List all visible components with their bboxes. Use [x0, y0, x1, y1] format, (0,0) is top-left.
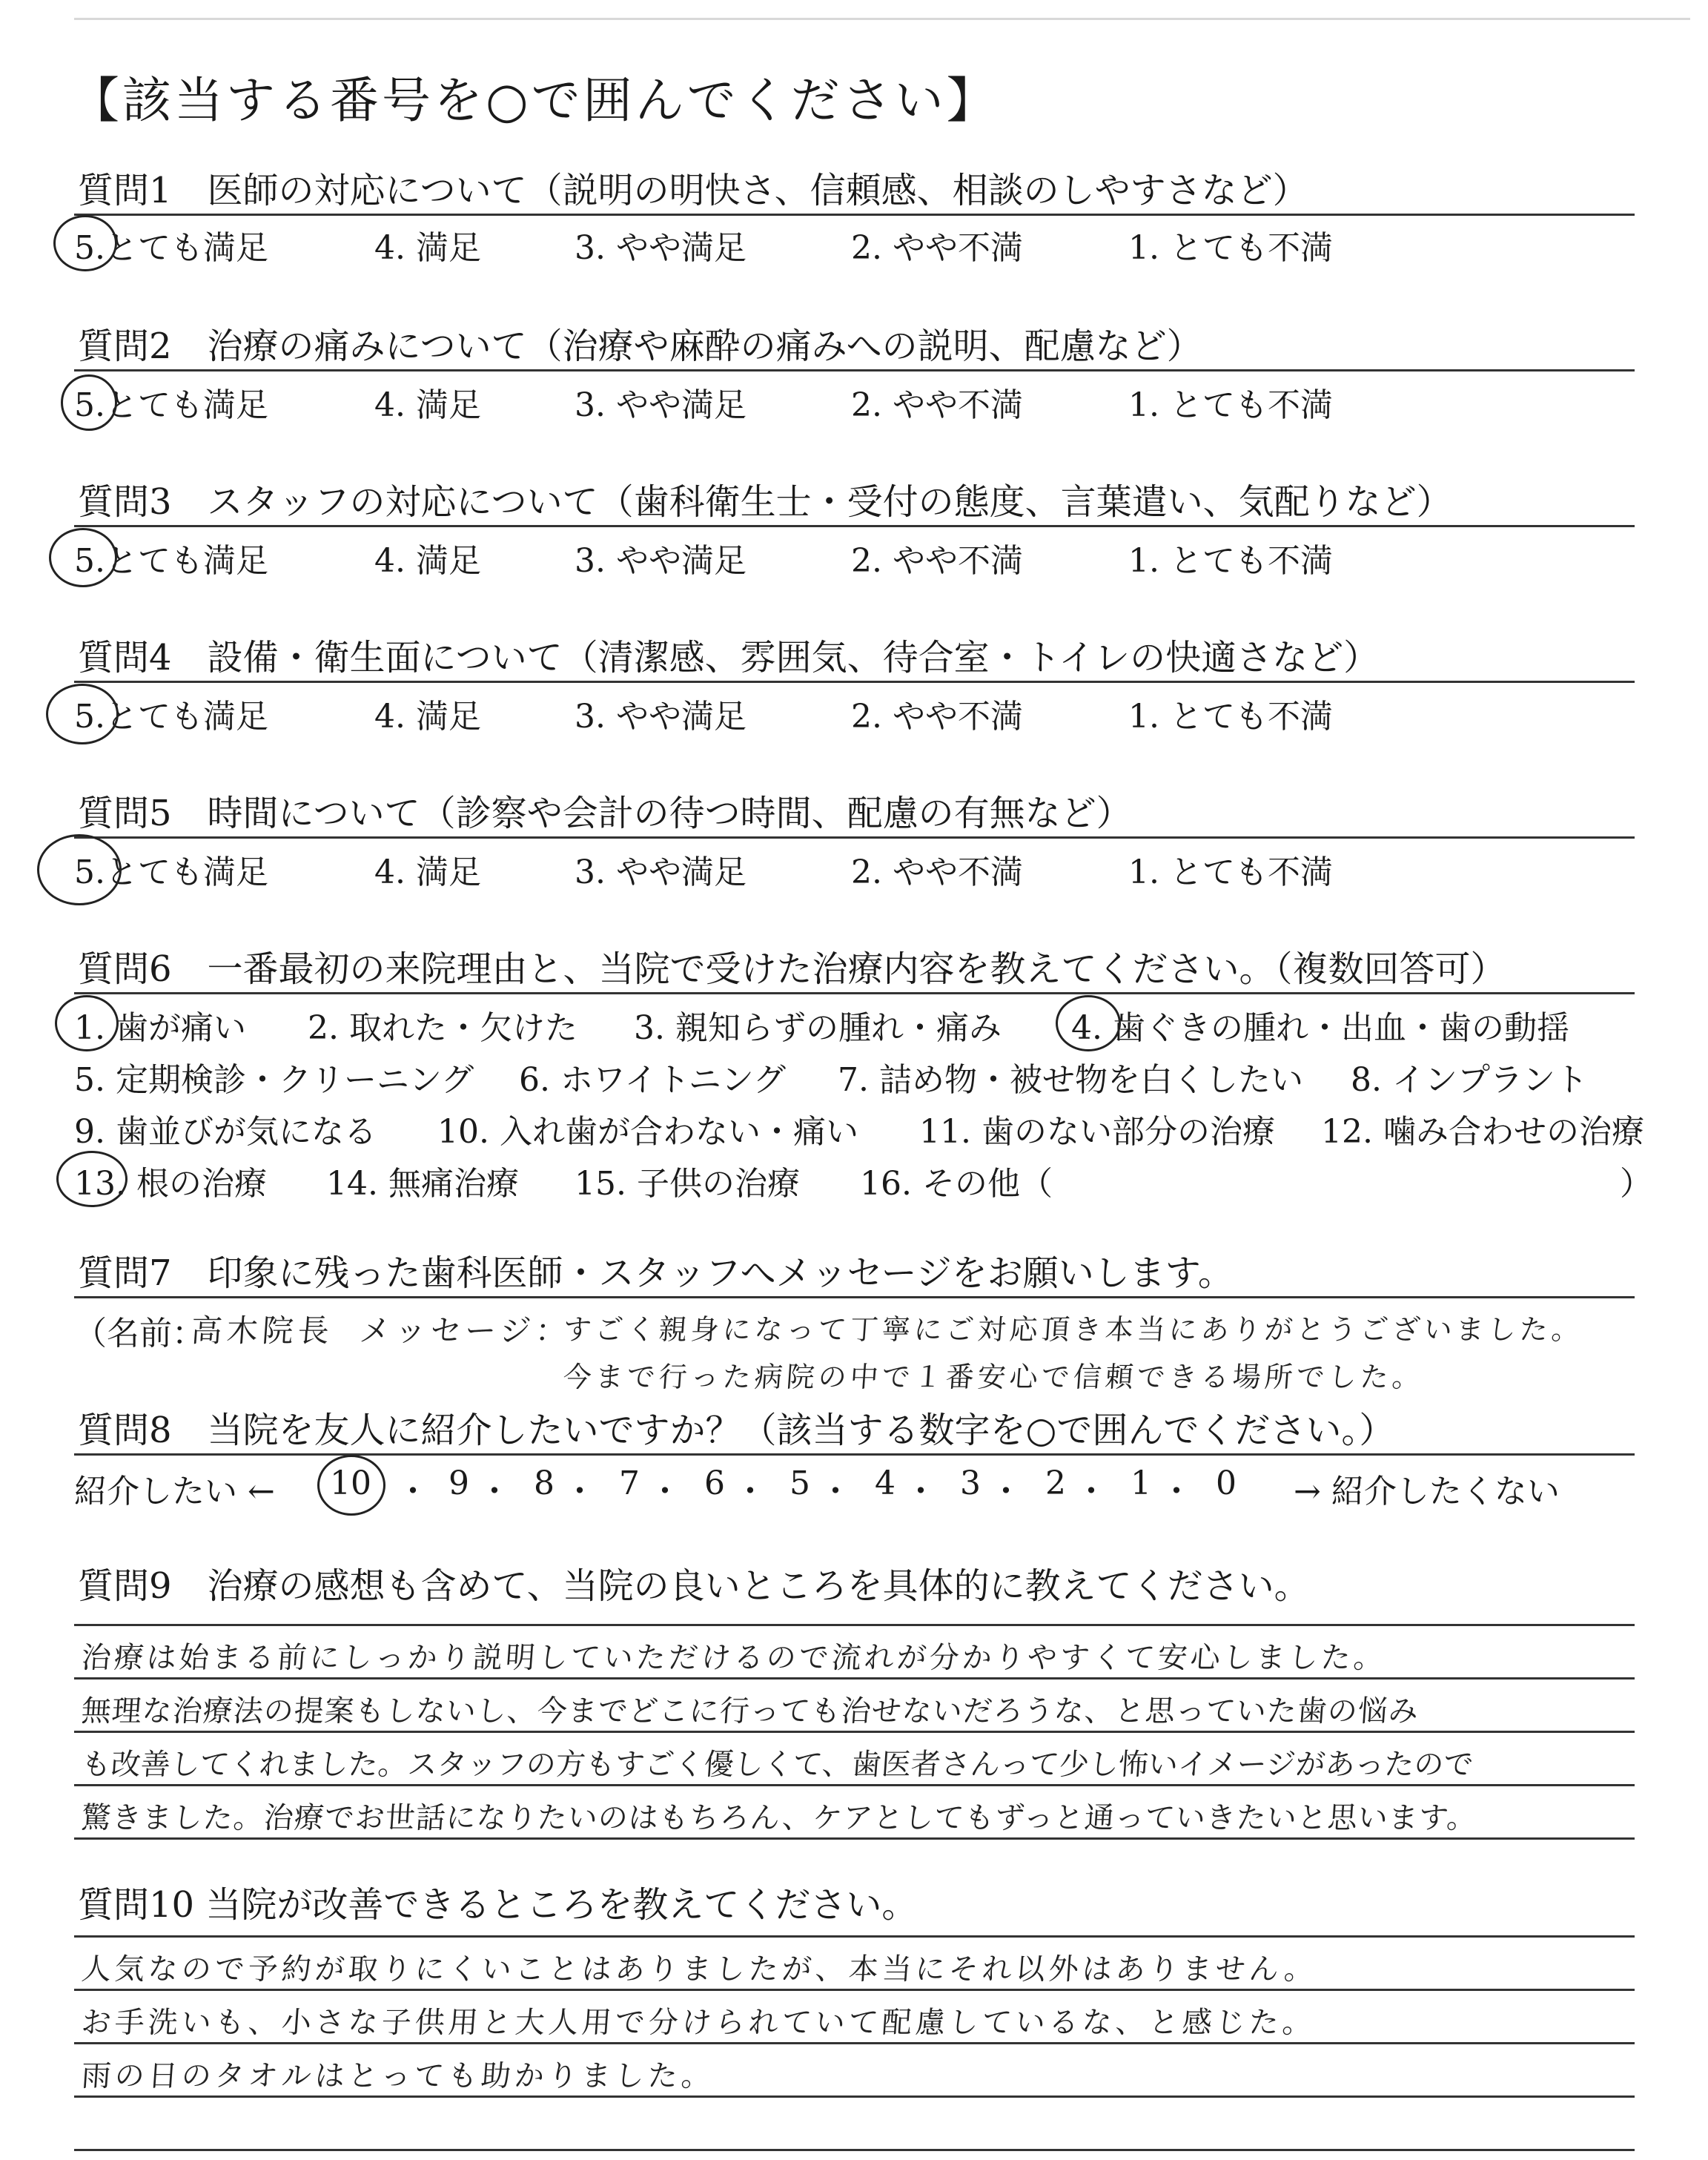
- question-10-rule-0: [74, 1935, 1635, 1938]
- q8-scale-4[interactable]: 4: [875, 1464, 896, 1502]
- question-1-rule: [74, 214, 1635, 216]
- q6-option-11[interactable]: 11. 歯のない部分の治療: [919, 1113, 1275, 1151]
- q6-option-12[interactable]: 12. 噛み合わせの治療: [1321, 1113, 1644, 1151]
- q7-message-line-1: すごく親身になって丁寧にご対応頂き本当にありがとうございました。: [562, 1313, 1585, 1346]
- q3-option-4[interactable]: 4. 満足: [374, 542, 481, 580]
- q5-option-2[interactable]: 2. やや不満: [851, 853, 1023, 891]
- q4-selection-circle: [46, 684, 119, 744]
- q8-dot: ・: [563, 1473, 596, 1510]
- question-3-rule: [74, 525, 1635, 527]
- q8-right-label: → 紹介したくない: [1294, 1473, 1560, 1510]
- q6-option-5[interactable]: 5. 定期検診・クリーニング: [74, 1061, 474, 1099]
- q8-scale-1[interactable]: 1: [1131, 1464, 1151, 1502]
- question-7-rule: [74, 1296, 1635, 1298]
- q1-option-1[interactable]: 1. とても不満: [1128, 229, 1333, 267]
- q6-option-16[interactable]: 16. その他（: [860, 1165, 1053, 1203]
- q2-option-5[interactable]: 5.とても満足: [74, 386, 268, 424]
- question-9-rule-0: [74, 1624, 1635, 1626]
- q8-dot: ・: [990, 1473, 1022, 1510]
- q8-dot: ・: [734, 1473, 767, 1510]
- question-4-title: 質問4 設備・衛生面について（清潔感、雰囲気、待合室・トイレの快適さなど）: [78, 637, 1380, 678]
- question-10-rule-3: [74, 2095, 1635, 2098]
- q6-option-13[interactable]: 13. 根の治療: [74, 1165, 267, 1203]
- question-6-title: 質問6 一番最初の来院理由と、当院で受けた治療内容を教えてください。（複数回答可）: [78, 948, 1506, 990]
- question-2-title: 質問2 治療の痛みについて（治療や麻酔の痛みへの説明、配慮など）: [78, 326, 1202, 367]
- q3-option-1[interactable]: 1. とても不満: [1128, 542, 1333, 580]
- question-1-title: 質問1 医師の対応について（説明の明快さ、信頼感、相談のしやすさなど）: [78, 170, 1308, 211]
- q6-option-7[interactable]: 7. 詰め物・被せ物を白くしたい: [838, 1061, 1303, 1099]
- q6-option-2[interactable]: 2. 取れた・欠けた: [308, 1009, 577, 1047]
- q1-option-4[interactable]: 4. 満足: [374, 229, 481, 267]
- q2-option-1[interactable]: 1. とても不満: [1128, 386, 1333, 424]
- question-7-title: 質問7 印象に残った歯科医師・スタッフへメッセージをお願いします。: [78, 1252, 1234, 1294]
- question-2-rule: [74, 369, 1635, 371]
- q4-option-5[interactable]: 5.とても満足: [74, 698, 268, 736]
- q5-option-3[interactable]: 3. やや満足: [575, 853, 747, 891]
- q7-message-line-2: 今まで行った病院の中で１番安心で信頼できる場所でした。: [562, 1361, 1426, 1393]
- question-5-title: 質問5 時間について（診察や会計の待つ時間、配慮の有無など）: [78, 793, 1132, 834]
- q6-option-9[interactable]: 9. 歯並びが気になる: [74, 1113, 377, 1151]
- page-heading: 【該当する番号を○で囲んでください】: [70, 72, 999, 129]
- q8-dot: ・: [819, 1473, 852, 1510]
- q8-selection-circle: [317, 1455, 385, 1516]
- q6-selection-circle-13: [56, 1151, 128, 1207]
- question-9-rule-4: [74, 1837, 1635, 1840]
- q5-option-5[interactable]: 5.とても満足: [74, 853, 268, 891]
- q6-option-6[interactable]: 6. ホワイトニング: [519, 1061, 787, 1099]
- q7-name-label: （名前：: [74, 1315, 205, 1353]
- question-10-rule-2: [74, 2042, 1635, 2044]
- q6-option-10[interactable]: 10. 入れ歯が合わない・痛い: [437, 1113, 858, 1151]
- q8-scale-5[interactable]: 5: [790, 1464, 810, 1502]
- q1-option-2[interactable]: 2. やや不満: [851, 229, 1023, 267]
- question-8-rule: [74, 1453, 1635, 1456]
- q6-option-3[interactable]: 3. 親知らずの腫れ・痛み: [634, 1009, 1002, 1047]
- q10-answer-line-2: お手洗いも、小さな子供用と大人用で分けられていて配慮しているな、と感じた。: [80, 2006, 1317, 2040]
- q3-option-3[interactable]: 3. やや満足: [575, 542, 747, 580]
- q1-selection-circle: [53, 215, 117, 271]
- q8-scale-10[interactable]: 10: [330, 1464, 371, 1502]
- q10-answer-line-3: 雨の日のタオルはとっても助かりました。: [80, 2059, 716, 2093]
- q3-selection-circle: [49, 528, 117, 587]
- q2-option-4[interactable]: 4. 満足: [374, 386, 481, 424]
- q8-dot: ・: [397, 1473, 429, 1510]
- q4-option-4[interactable]: 4. 満足: [374, 698, 481, 736]
- q8-dot: ・: [649, 1473, 681, 1510]
- q1-option-5[interactable]: 5.とても満足: [74, 229, 268, 267]
- question-10-title: 質問10 当院が改善できるところを教えてください。: [78, 1884, 918, 1926]
- q4-option-1[interactable]: 1. とても不満: [1128, 698, 1333, 736]
- q5-option-4[interactable]: 4. 満足: [374, 853, 481, 891]
- q10-answer-line-1: 人気なので予約が取りにくいことはありましたが、本当にそれ以外はありません。: [80, 1952, 1319, 1986]
- q8-scale-7[interactable]: 7: [619, 1464, 640, 1502]
- q6-option-14[interactable]: 14. 無痛治療: [326, 1165, 519, 1203]
- q8-scale-0[interactable]: 0: [1216, 1464, 1237, 1502]
- top-border: [74, 18, 1690, 20]
- question-10-rule-1: [74, 1989, 1635, 1991]
- q6-option-8[interactable]: 8. インプラント: [1351, 1061, 1588, 1099]
- q4-option-2[interactable]: 2. やや不満: [851, 698, 1023, 736]
- q8-scale-8[interactable]: 8: [534, 1464, 555, 1502]
- q8-scale-6[interactable]: 6: [704, 1464, 725, 1502]
- q8-dot: ・: [478, 1473, 511, 1510]
- q6-option-4[interactable]: 4. 歯ぐきの腫れ・出血・歯の動揺: [1071, 1009, 1569, 1047]
- q2-option-2[interactable]: 2. やや不満: [851, 386, 1023, 424]
- question-6-rule: [74, 992, 1635, 994]
- q3-option-2[interactable]: 2. やや不満: [851, 542, 1023, 580]
- question-9-title: 質問9 治療の感想も含めて、当院の良いところを具体的に教えてください。: [78, 1565, 1310, 1607]
- q6-option-16-close: ）: [1620, 1165, 1652, 1203]
- q8-dot: ・: [1075, 1473, 1108, 1510]
- q9-answer-line-1: 治療は始まる前にしっかり説明していただけるので流れが分かりやすくて安心しました。: [80, 1641, 1388, 1675]
- q9-answer-line-4: 驚きました。治療でお世話になりたいのはもちろん、ケアとしてもずっと通っていきたいと思います。: [80, 1801, 1479, 1835]
- question-9-rule-3: [74, 1784, 1635, 1786]
- q6-option-1[interactable]: 1. 歯が痛い: [74, 1009, 246, 1047]
- question-8-title: 質問8 当院を友人に紹介したいですか？（該当する数字を○で囲んでください。）: [78, 1410, 1395, 1451]
- q8-scale-9[interactable]: 9: [448, 1464, 469, 1502]
- q3-option-5[interactable]: 5.とても満足: [74, 542, 268, 580]
- question-3-title: 質問3 スタッフの対応について（歯科衛生士・受付の態度、言葉遣い、気配りなど）: [78, 481, 1452, 523]
- question-4-rule: [74, 681, 1635, 683]
- q8-scale-2[interactable]: 2: [1045, 1464, 1066, 1502]
- question-5-rule: [74, 836, 1635, 839]
- q9-answer-line-3: も改善してくれました。スタッフの方もすごく優しくて、歯医者さんって少し怖いイメージがあったので: [80, 1748, 1474, 1782]
- q2-option-3[interactable]: 3. やや満足: [575, 386, 747, 424]
- q6-selection-circle-1: [55, 995, 119, 1051]
- q8-scale-3[interactable]: 3: [960, 1464, 981, 1502]
- question-10-rule-4: [74, 2149, 1635, 2151]
- q5-selection-circle: [37, 834, 122, 905]
- q6-selection-circle-4: [1056, 995, 1121, 1051]
- q7-message-label: メッセージ：: [358, 1312, 573, 1349]
- q8-left-label: 紹介したい ←: [74, 1473, 275, 1510]
- q2-selection-circle: [61, 374, 117, 431]
- q9-answer-line-2: 無理な治療法の提案もしないし、今までどこに行っても治せないだろうな、と思っていた歯の悩み: [80, 1694, 1420, 1728]
- question-9-rule-1: [74, 1677, 1635, 1680]
- q8-dot: ・: [904, 1473, 937, 1510]
- q6-option-15[interactable]: 15. 子供の治療: [575, 1165, 800, 1203]
- q8-dot: ・: [1160, 1473, 1193, 1510]
- q7-name-value: 高木院長: [190, 1312, 335, 1349]
- question-9-rule-2: [74, 1731, 1635, 1733]
- q5-option-1[interactable]: 1. とても不満: [1128, 853, 1333, 891]
- q4-option-3[interactable]: 3. やや満足: [575, 698, 747, 736]
- q1-option-3[interactable]: 3. やや満足: [575, 229, 747, 267]
